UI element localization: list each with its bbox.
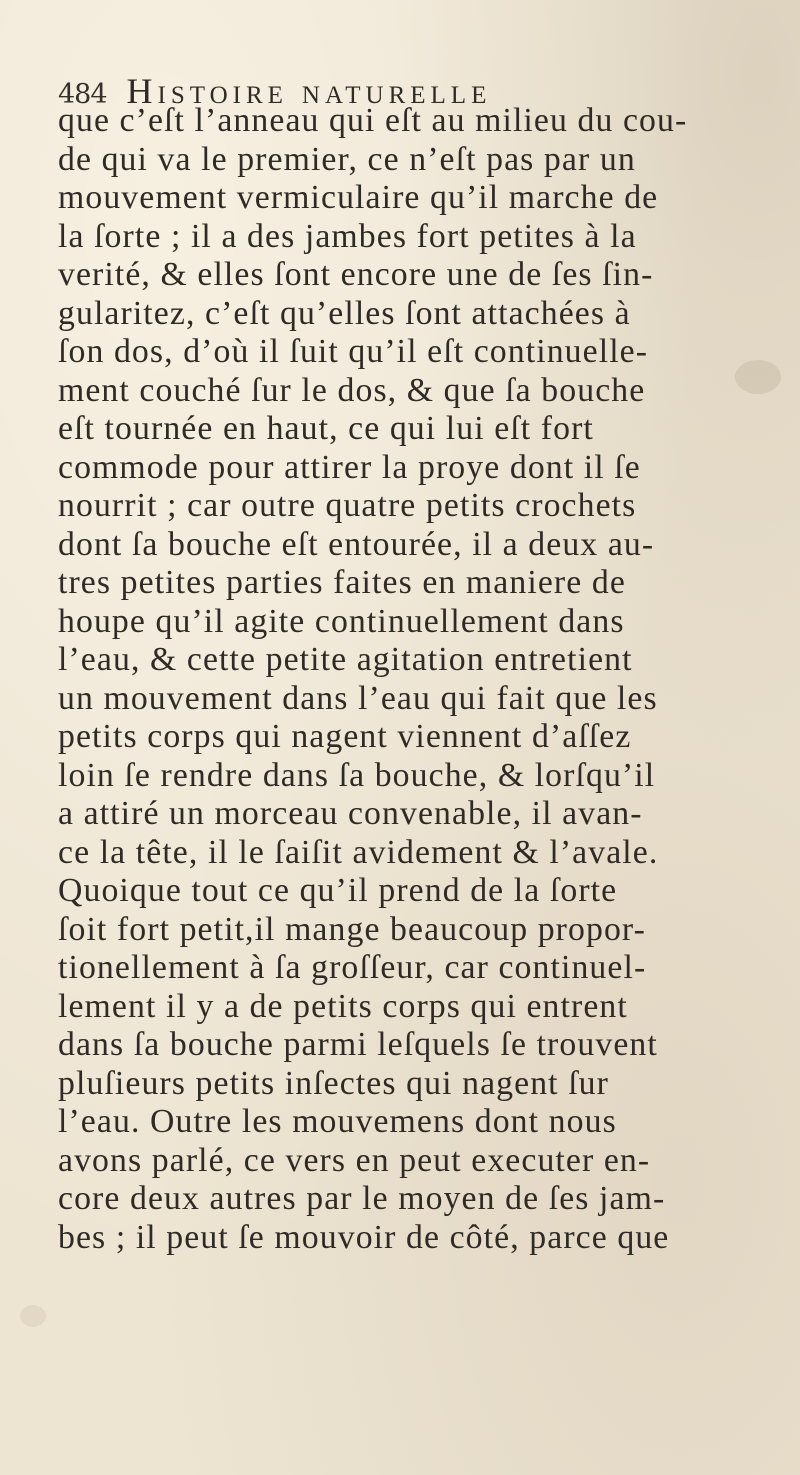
text-line: loin ſe rendre dans ſa bouche, & lorſqu’il xyxy=(58,756,656,794)
text-line: l’eau, & cette petite agitation entretient xyxy=(58,641,633,678)
text-line: dont ſa bouche eſt entourée, il a deux au- xyxy=(58,525,655,563)
text-line: pluſieurs petits inſectes qui nagent ſur xyxy=(58,1064,609,1102)
text-line: core deux autres par le moyen de ſes jam- xyxy=(58,1180,666,1217)
text-line: ce la tête, il le ſaiſit avidement & l’avale. xyxy=(58,833,659,871)
running-head: Histoire naturelle xyxy=(126,71,492,111)
text-line: Quoique tout ce qu’il prend de la ſorte xyxy=(58,872,618,909)
text-line: verité, & elles ſont encore une de ſes ſin- xyxy=(58,256,654,293)
paper-stain xyxy=(20,1305,46,1327)
text-line: nourrit ; car outre quatre petits crochets xyxy=(58,487,637,524)
text-line: lement il y a de petits corps qui entrent xyxy=(58,987,628,1025)
text-line: avons parlé, ce vers en peut executer en- xyxy=(58,1141,651,1179)
text-line: tionellement à ſa groſſeur, car continuel- xyxy=(58,949,647,986)
text-line: ſon dos, d’où il ſuit qu’il eſt continuelle- xyxy=(58,333,649,370)
text-line: la ſorte ; il a des jambes fort petites à la xyxy=(58,217,637,255)
text-line: tres petites parties faites en maniere de xyxy=(58,564,626,601)
text-line: de qui va le premier, ce n’eſt pas par un xyxy=(58,140,636,178)
text-line: petits corps qui nagent viennent d’aſſez xyxy=(58,718,632,755)
text-line: gularitez, c’eſt qu’elles ſont attachées à xyxy=(58,294,631,332)
text-line: commode pour attirer la proye dont il ſe xyxy=(58,448,641,486)
page-number: 484 xyxy=(58,79,107,110)
text-line: houpe qu’il agite continuellement dans xyxy=(58,602,625,640)
text-line: a attiré un morceau convenable, il avan- xyxy=(58,795,643,832)
text-line: l’eau. Outre les mouvemens dont nous xyxy=(58,1103,617,1140)
text-line: dans ſa bouche parmi leſquels ſe trouvent xyxy=(58,1026,658,1063)
text-line: mouvement vermiculaire qu’il marche de xyxy=(58,179,659,216)
text-line: un mouvement dans l’eau qui fait que les xyxy=(58,679,658,717)
text-line: ſoit fort petit,il mange beaucoup propor- xyxy=(58,910,646,948)
text-line: ment couché ſur le dos, & que ſa bouche xyxy=(58,371,646,409)
text-line: eſt tournée en haut, ce qui lui eſt fort xyxy=(58,410,594,447)
body-text xyxy=(58,102,778,1257)
text-line: bes ; il peut ſe mouvoir de côté, parce que xyxy=(58,1218,670,1256)
text-line: que c’eſt l’anneau qui eſt au milieu du cou- xyxy=(58,102,688,139)
